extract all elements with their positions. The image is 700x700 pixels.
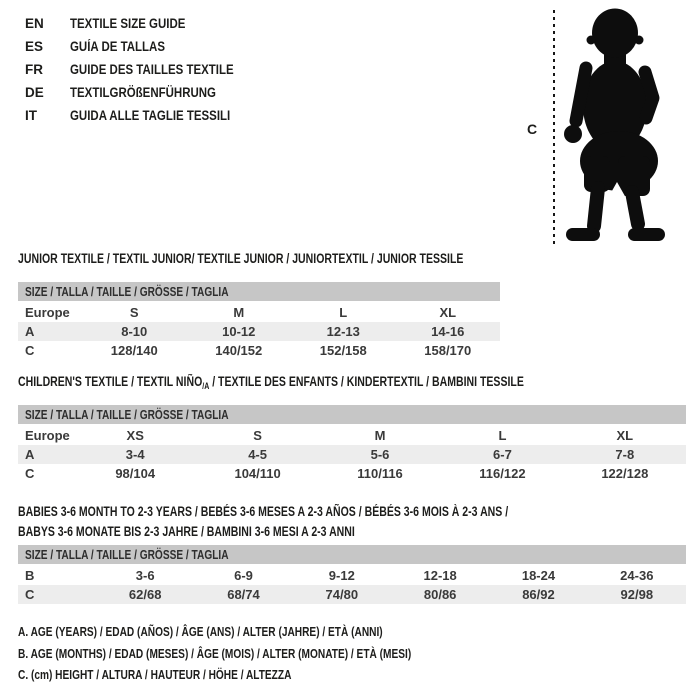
table-cell: 122/128 <box>601 466 649 481</box>
language-row <box>25 58 263 81</box>
table-cell: 92/98 <box>620 587 654 602</box>
title-subscript: /A <box>202 381 210 391</box>
table-cell: 128/140 <box>110 343 158 358</box>
table-cell: 6-9 <box>234 568 253 583</box>
language-row <box>25 81 263 104</box>
table-cell: 152/158 <box>319 343 367 358</box>
table-cell: XS <box>126 428 144 443</box>
table-cell: 5-6 <box>370 447 390 462</box>
table-cell: 24-36 <box>620 568 654 583</box>
table-cell: C <box>25 343 35 358</box>
table-cell: 18-24 <box>521 568 556 583</box>
section-title-text: BABIES 3-6 MONTH TO 2-3 YEARS / BEBÉS 3-6 MESES A 2-3 AÑOS / BÉBÉS 3-6 MOIS À 2-3 ANS / <box>18 504 509 519</box>
language-row <box>25 12 263 35</box>
junior-size-table <box>18 282 500 360</box>
section-title-text <box>18 374 524 391</box>
title-post: / TEXTILE DES ENFANTS / KINDERTEXTIL / BAMBINI TESSILE <box>209 374 524 389</box>
table-row <box>18 585 686 604</box>
table-cell: XL <box>616 428 634 443</box>
table-cell: C <box>25 587 35 602</box>
table-cell: 9-12 <box>328 568 355 583</box>
table-row <box>18 322 500 341</box>
table-cell: 8-10 <box>121 324 148 339</box>
footnote-text: B. AGE (MONTHS) / EDAD (MESES) / ÂGE (MOIS) / ALTER (MONATE) / ETÀ (MESI) <box>18 645 412 661</box>
section-title-text: BABYS 3-6 MONATE BIS 2-3 JAHRE / BAMBINI 3-6 MESI A 2-3 ANNI <box>18 524 355 539</box>
section-title-babies <box>18 502 646 542</box>
table-cell: 7-8 <box>615 447 635 462</box>
language-code: FR <box>25 62 43 77</box>
language-code: ES <box>25 39 44 54</box>
size-header-text: SIZE / TALLA / TAILLE / GRÖSSE / TAGLIA <box>25 547 229 562</box>
table-cell: 104/110 <box>234 466 281 481</box>
table-cell: 3-4 <box>125 447 145 462</box>
table-cell: Europe <box>25 305 70 320</box>
language-code: DE <box>25 85 44 100</box>
table-cell: M <box>374 428 386 443</box>
table-cell: 12-18 <box>423 568 457 583</box>
section-title-junior <box>18 251 589 266</box>
table-cell: 98/104 <box>115 466 156 481</box>
footnote <box>18 664 522 686</box>
table-cell: 62/68 <box>128 587 162 602</box>
size-header-bar <box>18 545 686 564</box>
size-header-text: SIZE / TALLA / TAILLE / GRÖSSE / TAGLIA <box>25 284 229 299</box>
table-row <box>18 426 686 445</box>
table-cell: 10-12 <box>222 324 256 339</box>
table-row <box>18 303 500 322</box>
table-cell: 4-5 <box>248 447 267 462</box>
height-dotted-line <box>553 10 555 246</box>
language-row <box>25 35 263 58</box>
table-cell: 110/116 <box>357 466 403 481</box>
language-code: EN <box>25 16 44 31</box>
table-cell: 12-13 <box>326 324 360 339</box>
table-cell: A <box>25 447 35 462</box>
table-cell: 80/86 <box>423 587 457 602</box>
size-header-text: SIZE / TALLA / TAILLE / GRÖSSE / TAGLIA <box>25 407 229 422</box>
footnote-text: C. (cm) HEIGHT / ALTURA / HAUTEUR / HÖHE / ALTEZZA <box>18 667 292 682</box>
child-silhouette-icon <box>558 6 700 250</box>
table-cell: 14-16 <box>431 324 465 339</box>
children-size-table <box>18 405 686 483</box>
language-code: IT <box>25 108 37 123</box>
footnote-block <box>18 621 522 686</box>
height-label-c: C <box>527 121 538 137</box>
table-cell: 6-7 <box>493 447 512 462</box>
language-title: TEXTILGRÖßENFÜHRUNG <box>70 85 216 100</box>
table-row <box>18 341 500 360</box>
table-cell: 86/92 <box>522 587 555 602</box>
section-title-children <box>18 374 667 391</box>
table-cell: 68/74 <box>227 587 260 602</box>
table-cell: B <box>25 568 35 583</box>
table-cell: XL <box>439 305 457 320</box>
table-cell: A <box>25 324 35 339</box>
language-title: TEXTILE SIZE GUIDE <box>70 16 186 31</box>
section-title-text: JUNIOR TEXTILE / TEXTIL JUNIOR/ TEXTILE JUNIOR / JUNIORTEXTIL / JUNIOR TESSILE <box>18 251 464 266</box>
title-pre: CHILDREN'S TEXTILE / TEXTIL NIÑO <box>18 374 203 389</box>
size-header-bar <box>18 405 686 424</box>
footnote-text: A. AGE (YEARS) / EDAD (AÑOS) / ÂGE (ANS) / ALTER (JAHRE) / ETÀ (ANNI) <box>18 624 383 639</box>
language-title-block <box>25 12 263 127</box>
table-cell: 116/122 <box>479 466 526 481</box>
language-title: GUIDE DES TAILLES TEXTILE <box>70 62 234 77</box>
table-cell: M <box>233 305 245 320</box>
babies-size-table <box>18 545 686 604</box>
table-cell: 74/80 <box>325 587 359 602</box>
size-header-bar <box>18 282 500 301</box>
language-title: GUÍA DE TALLAS <box>70 39 165 54</box>
table-row <box>18 566 686 585</box>
table-cell: S <box>129 305 139 320</box>
table-cell: L <box>498 428 507 443</box>
table-cell: L <box>339 305 348 320</box>
table-cell: C <box>25 466 35 481</box>
table-row <box>18 445 686 464</box>
table-row <box>18 464 686 483</box>
language-row <box>25 104 263 127</box>
footnote <box>18 621 522 643</box>
table-cell: 140/152 <box>215 343 263 358</box>
table-cell: S <box>253 428 262 443</box>
table-cell: 158/170 <box>424 343 472 358</box>
language-title: GUIDA ALLE TAGLIE TESSILI <box>70 108 231 123</box>
table-cell: 3-6 <box>135 568 155 583</box>
footnote <box>18 643 522 665</box>
table-cell: Europe <box>25 428 70 443</box>
